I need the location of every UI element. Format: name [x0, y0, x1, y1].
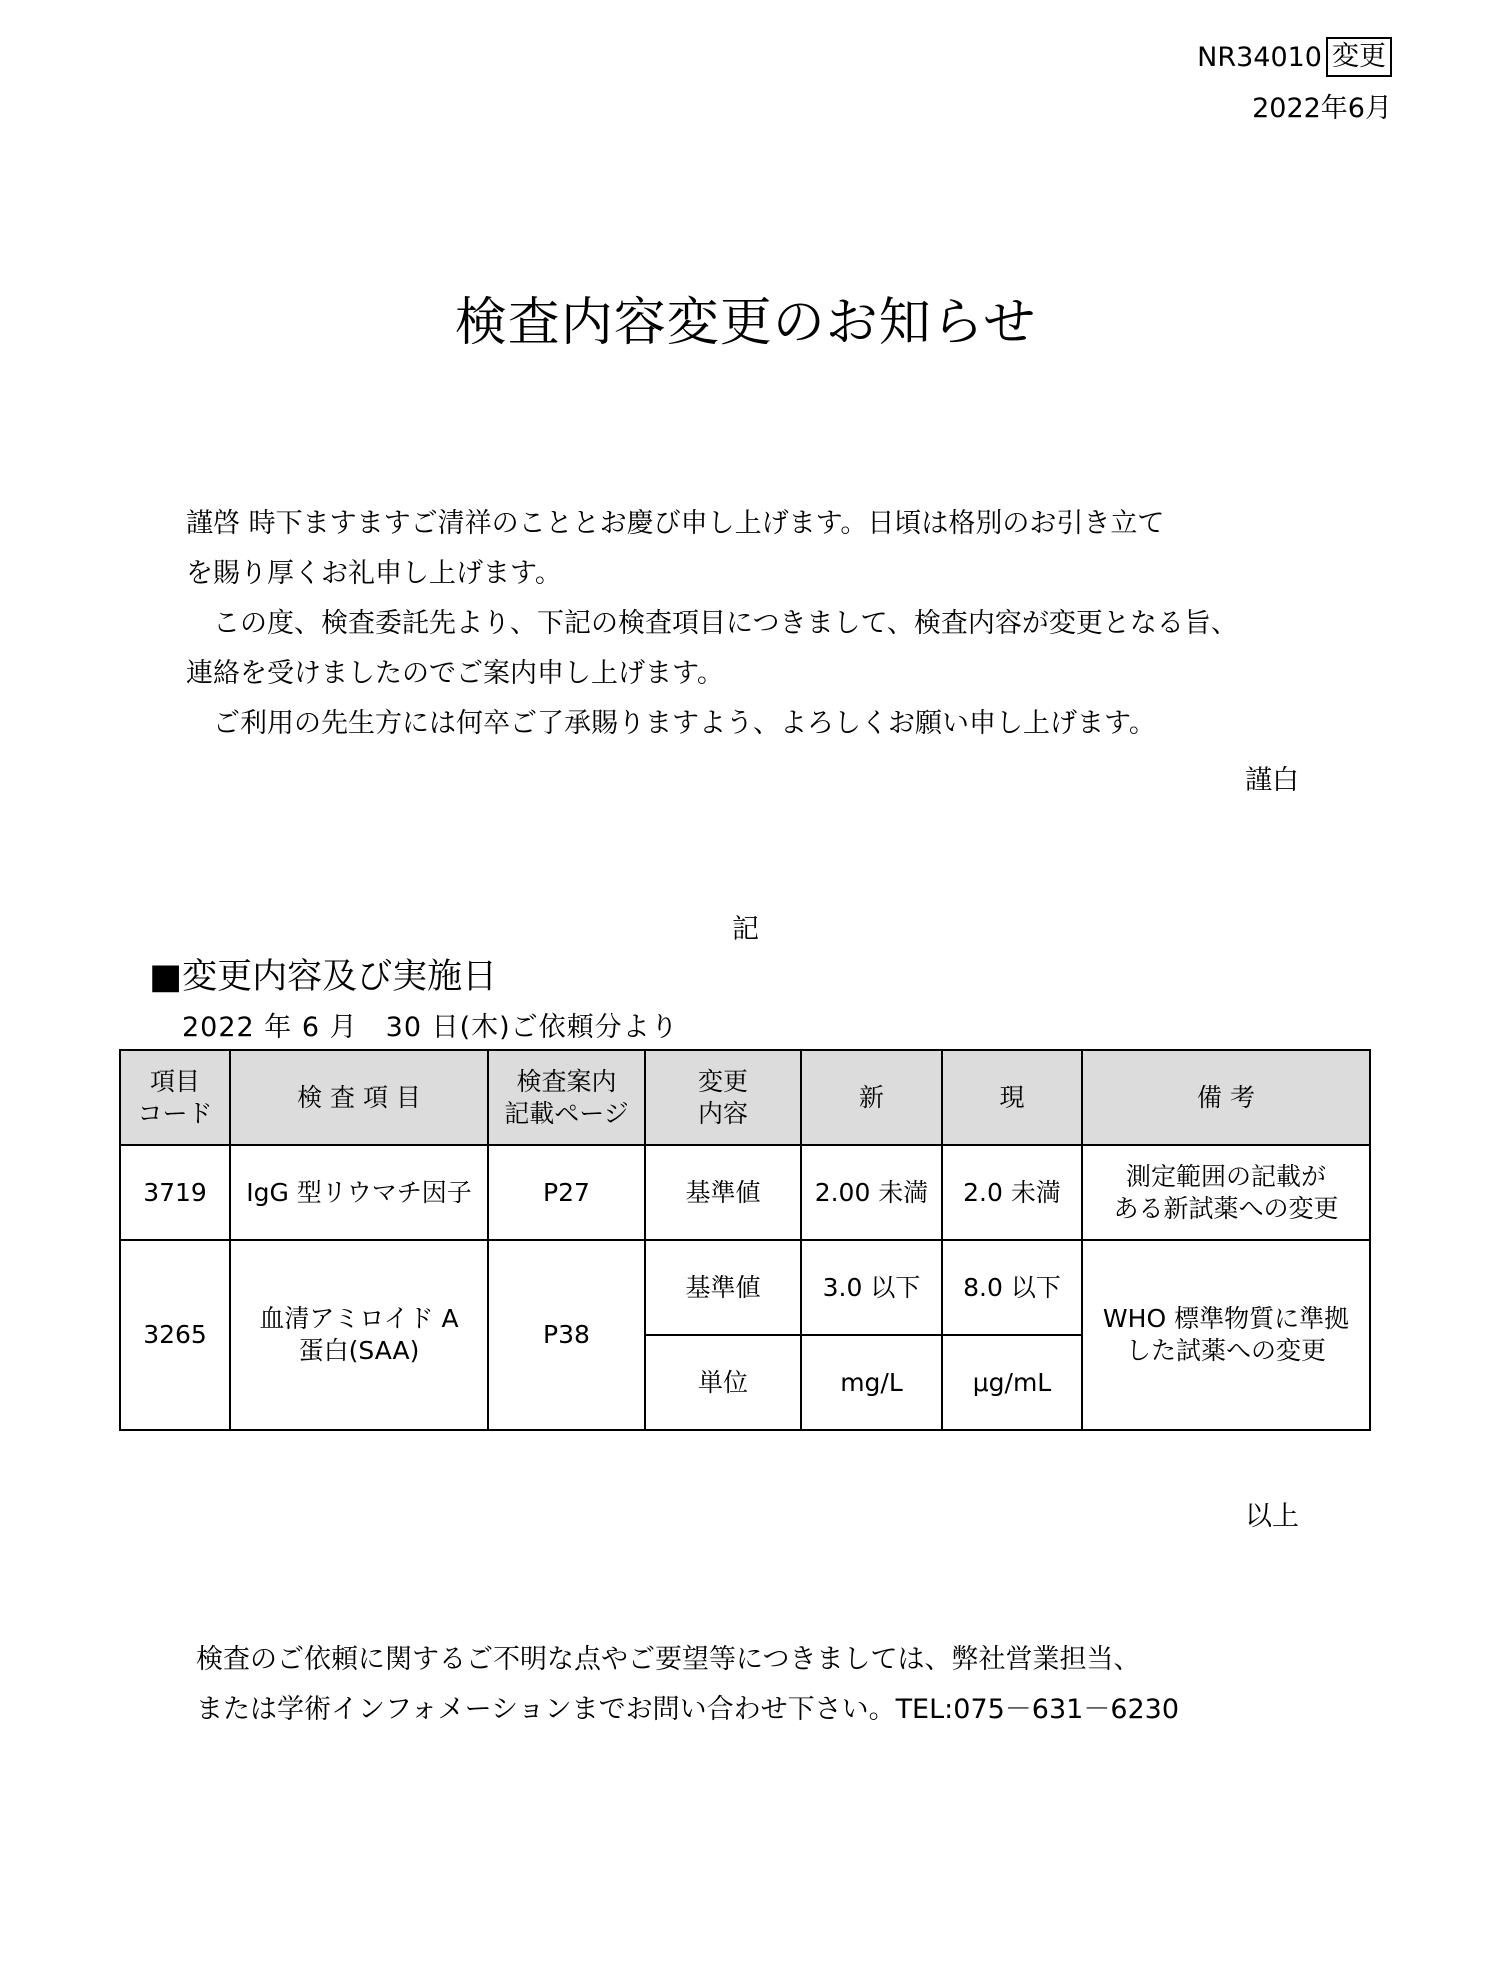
header-remarks: 備 考	[1082, 1050, 1370, 1145]
letter-line: 連絡を受けましたのでご案内申し上げます。	[186, 658, 724, 689]
letter-line: を賜り厚くお礼申し上げます。	[186, 558, 562, 589]
table-row	[120, 1240, 1370, 1335]
cell-new: mg/L	[801, 1335, 942, 1430]
page-title: 検査内容変更のお知らせ	[454, 293, 1037, 353]
change-tag: 変更	[1326, 37, 1392, 77]
footer-line: 検査のご依頼に関するご不明な点やご要望等につきましては、弊社営業担当、	[196, 1644, 1141, 1675]
cell-item: 血清アミロイド A 蛋白(SAA)	[230, 1240, 488, 1430]
cell-current: 8.0 以下	[942, 1240, 1082, 1335]
table-row	[120, 1145, 1370, 1240]
change-table	[119, 1049, 1371, 1431]
letter-line: ご利用の先生方には何卒ご了承賜りますよう、よろしくお願い申し上げます。	[186, 708, 1156, 739]
cell-new: 3.0 以下	[801, 1240, 942, 1335]
letter-line: この度、検査委託先より、下記の検査項目につきまして、検査内容が変更となる旨、	[186, 608, 1238, 639]
closing-word: 謹白	[1245, 765, 1299, 796]
cell-code: 3719	[120, 1145, 230, 1240]
cell-remarks: 測定範囲の記載が ある新試薬への変更	[1082, 1145, 1370, 1240]
cell-change: 基準値	[645, 1145, 801, 1240]
cell-page: P38	[488, 1240, 645, 1430]
header-item: 検 査 項 目	[230, 1050, 488, 1145]
cell-change: 基準値	[645, 1240, 801, 1335]
cell-code: 3265	[120, 1240, 230, 1430]
section-title: ■変更内容及び実施日	[149, 957, 498, 997]
cell-current: μg/mL	[942, 1335, 1082, 1430]
ki-heading: 記	[732, 914, 759, 945]
table-header-row	[120, 1050, 1370, 1145]
cell-change: 単位	[645, 1335, 801, 1430]
header-current: 現	[942, 1050, 1082, 1145]
letter-line: 謹啓 時下ますますご清祥のこととお慶び申し上げます。日頃は格別のお引き立て	[186, 508, 1165, 539]
header-page: 検査案内 記載ページ	[488, 1050, 645, 1145]
cell-item: IgG 型リウマチ因子	[230, 1145, 488, 1240]
issue-date: 2022年6月	[1252, 93, 1392, 124]
document-number-text: NR34010	[1197, 41, 1322, 73]
ijo-closing: 以上	[1245, 1501, 1299, 1532]
header-code: 項目 コード	[120, 1050, 230, 1145]
effective-date: 2022 年 6 月 30 日(木)ご依頼分より	[182, 1012, 679, 1043]
header-change: 変更 内容	[645, 1050, 801, 1145]
header-new: 新	[801, 1050, 942, 1145]
cell-page: P27	[488, 1145, 645, 1240]
cell-new: 2.00 未満	[801, 1145, 942, 1240]
cell-remarks: WHO 標準物質に準拠 した試薬への変更	[1082, 1240, 1370, 1430]
document-number	[1197, 37, 1392, 77]
cell-current: 2.0 未満	[942, 1145, 1082, 1240]
footer-line: または学術インフォメーションまでお問い合わせ下さい。TEL:075－631－6230	[196, 1694, 1180, 1725]
